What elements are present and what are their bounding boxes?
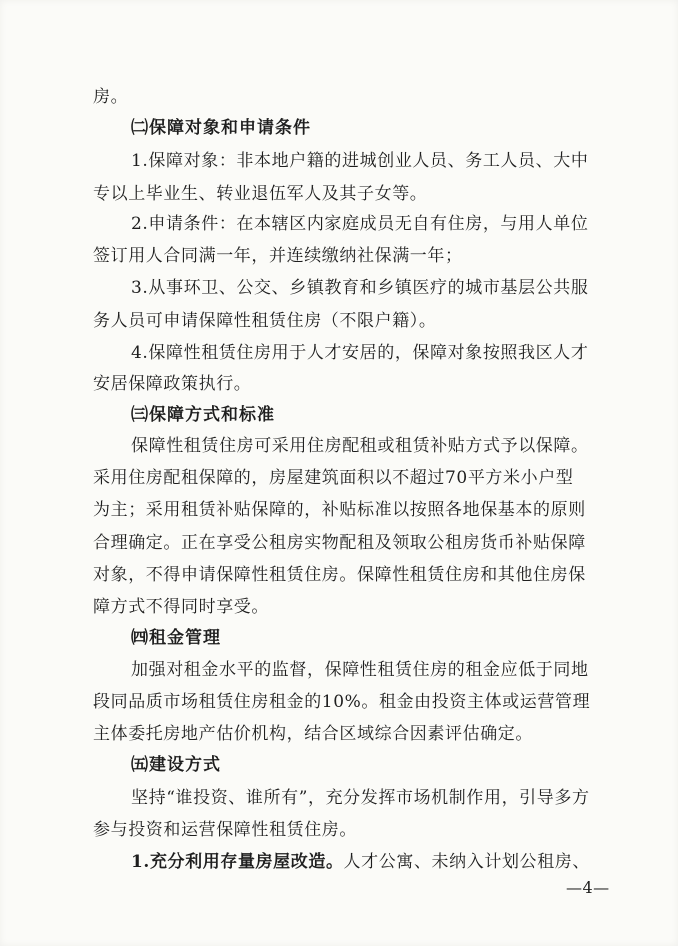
paragraph-line: 合理确定。正在享受公租房实物配租及领取公租房货币补贴保障 <box>93 533 586 553</box>
paragraph-line: 主体委托房地产估价机构，结合区域综合因素评估确定。 <box>93 724 533 744</box>
line-continuation: 房。 <box>93 87 129 107</box>
paragraph-line: 对象，不得申请保障性租赁住房。保障性租赁住房和其他住房保 <box>93 565 586 585</box>
paragraph-line <box>131 852 590 872</box>
paragraph-line: 参与投资和运营保障性租赁住房。 <box>93 820 357 840</box>
page-number: —4— <box>566 878 610 897</box>
paragraph-line: 加强对租金水平的监督，保障性租赁住房的租金应低于同地 <box>131 660 589 680</box>
paragraph-line: 签订用人合同满一年，并连续缴纳社保满一年； <box>93 246 463 266</box>
paragraph-line: 4.保障性租赁住房用于人才安居的，保障对象按照我区人才 <box>131 343 589 363</box>
paragraph-line: 安居保障政策执行。 <box>93 374 252 394</box>
paragraph-text: 人才公寓、未纳入计划公租房、 <box>343 852 590 872</box>
paragraph-line: 保障性租赁住房可采用住房配租或租赁补贴方式予以保障。 <box>131 436 589 456</box>
paragraph-line: 3.从事环卫、公交、乡镇教育和乡镇医疗的城市基层公共服 <box>131 278 589 298</box>
section-heading-3: ㈢保障方式和标准 <box>131 405 275 425</box>
paragraph-line: 障方式不得同时享受。 <box>93 597 269 617</box>
paragraph-line: 专以上毕业生、转业退伍军人及其子女等。 <box>93 184 428 204</box>
paragraph-line: 段同品质市场租赁住房租金的10%。租金由投资主体或运营管理 <box>93 692 591 712</box>
paragraph-line: 坚持“谁投资、谁所有”，充分发挥市场机制作用，引导多方 <box>131 788 590 808</box>
paragraph-line: 2.申请条件：在本辖区内家庭成员无自有住房，与用人单位 <box>131 214 589 234</box>
paragraph-line: 务人员可申请保障性租赁住房（不限户籍）。 <box>93 311 437 331</box>
bold-lead: 1.充分利用存量房屋改造。 <box>131 852 344 872</box>
section-heading-2: ㈡保障对象和申请条件 <box>131 118 311 138</box>
paragraph-line: 为主；采用租赁补贴保障的，补贴标准以按照各地保基本的原则 <box>93 500 586 520</box>
paragraph-line: 1.保障对象：非本地户籍的进城创业人员、务工人员、大中 <box>131 151 589 171</box>
paragraph-line: 采用住房配租保障的，房屋建筑面积以不超过70平方米小户型 <box>93 468 574 488</box>
section-heading-4: ㈣租金管理 <box>131 628 221 648</box>
section-heading-5: ㈤建设方式 <box>131 755 221 775</box>
